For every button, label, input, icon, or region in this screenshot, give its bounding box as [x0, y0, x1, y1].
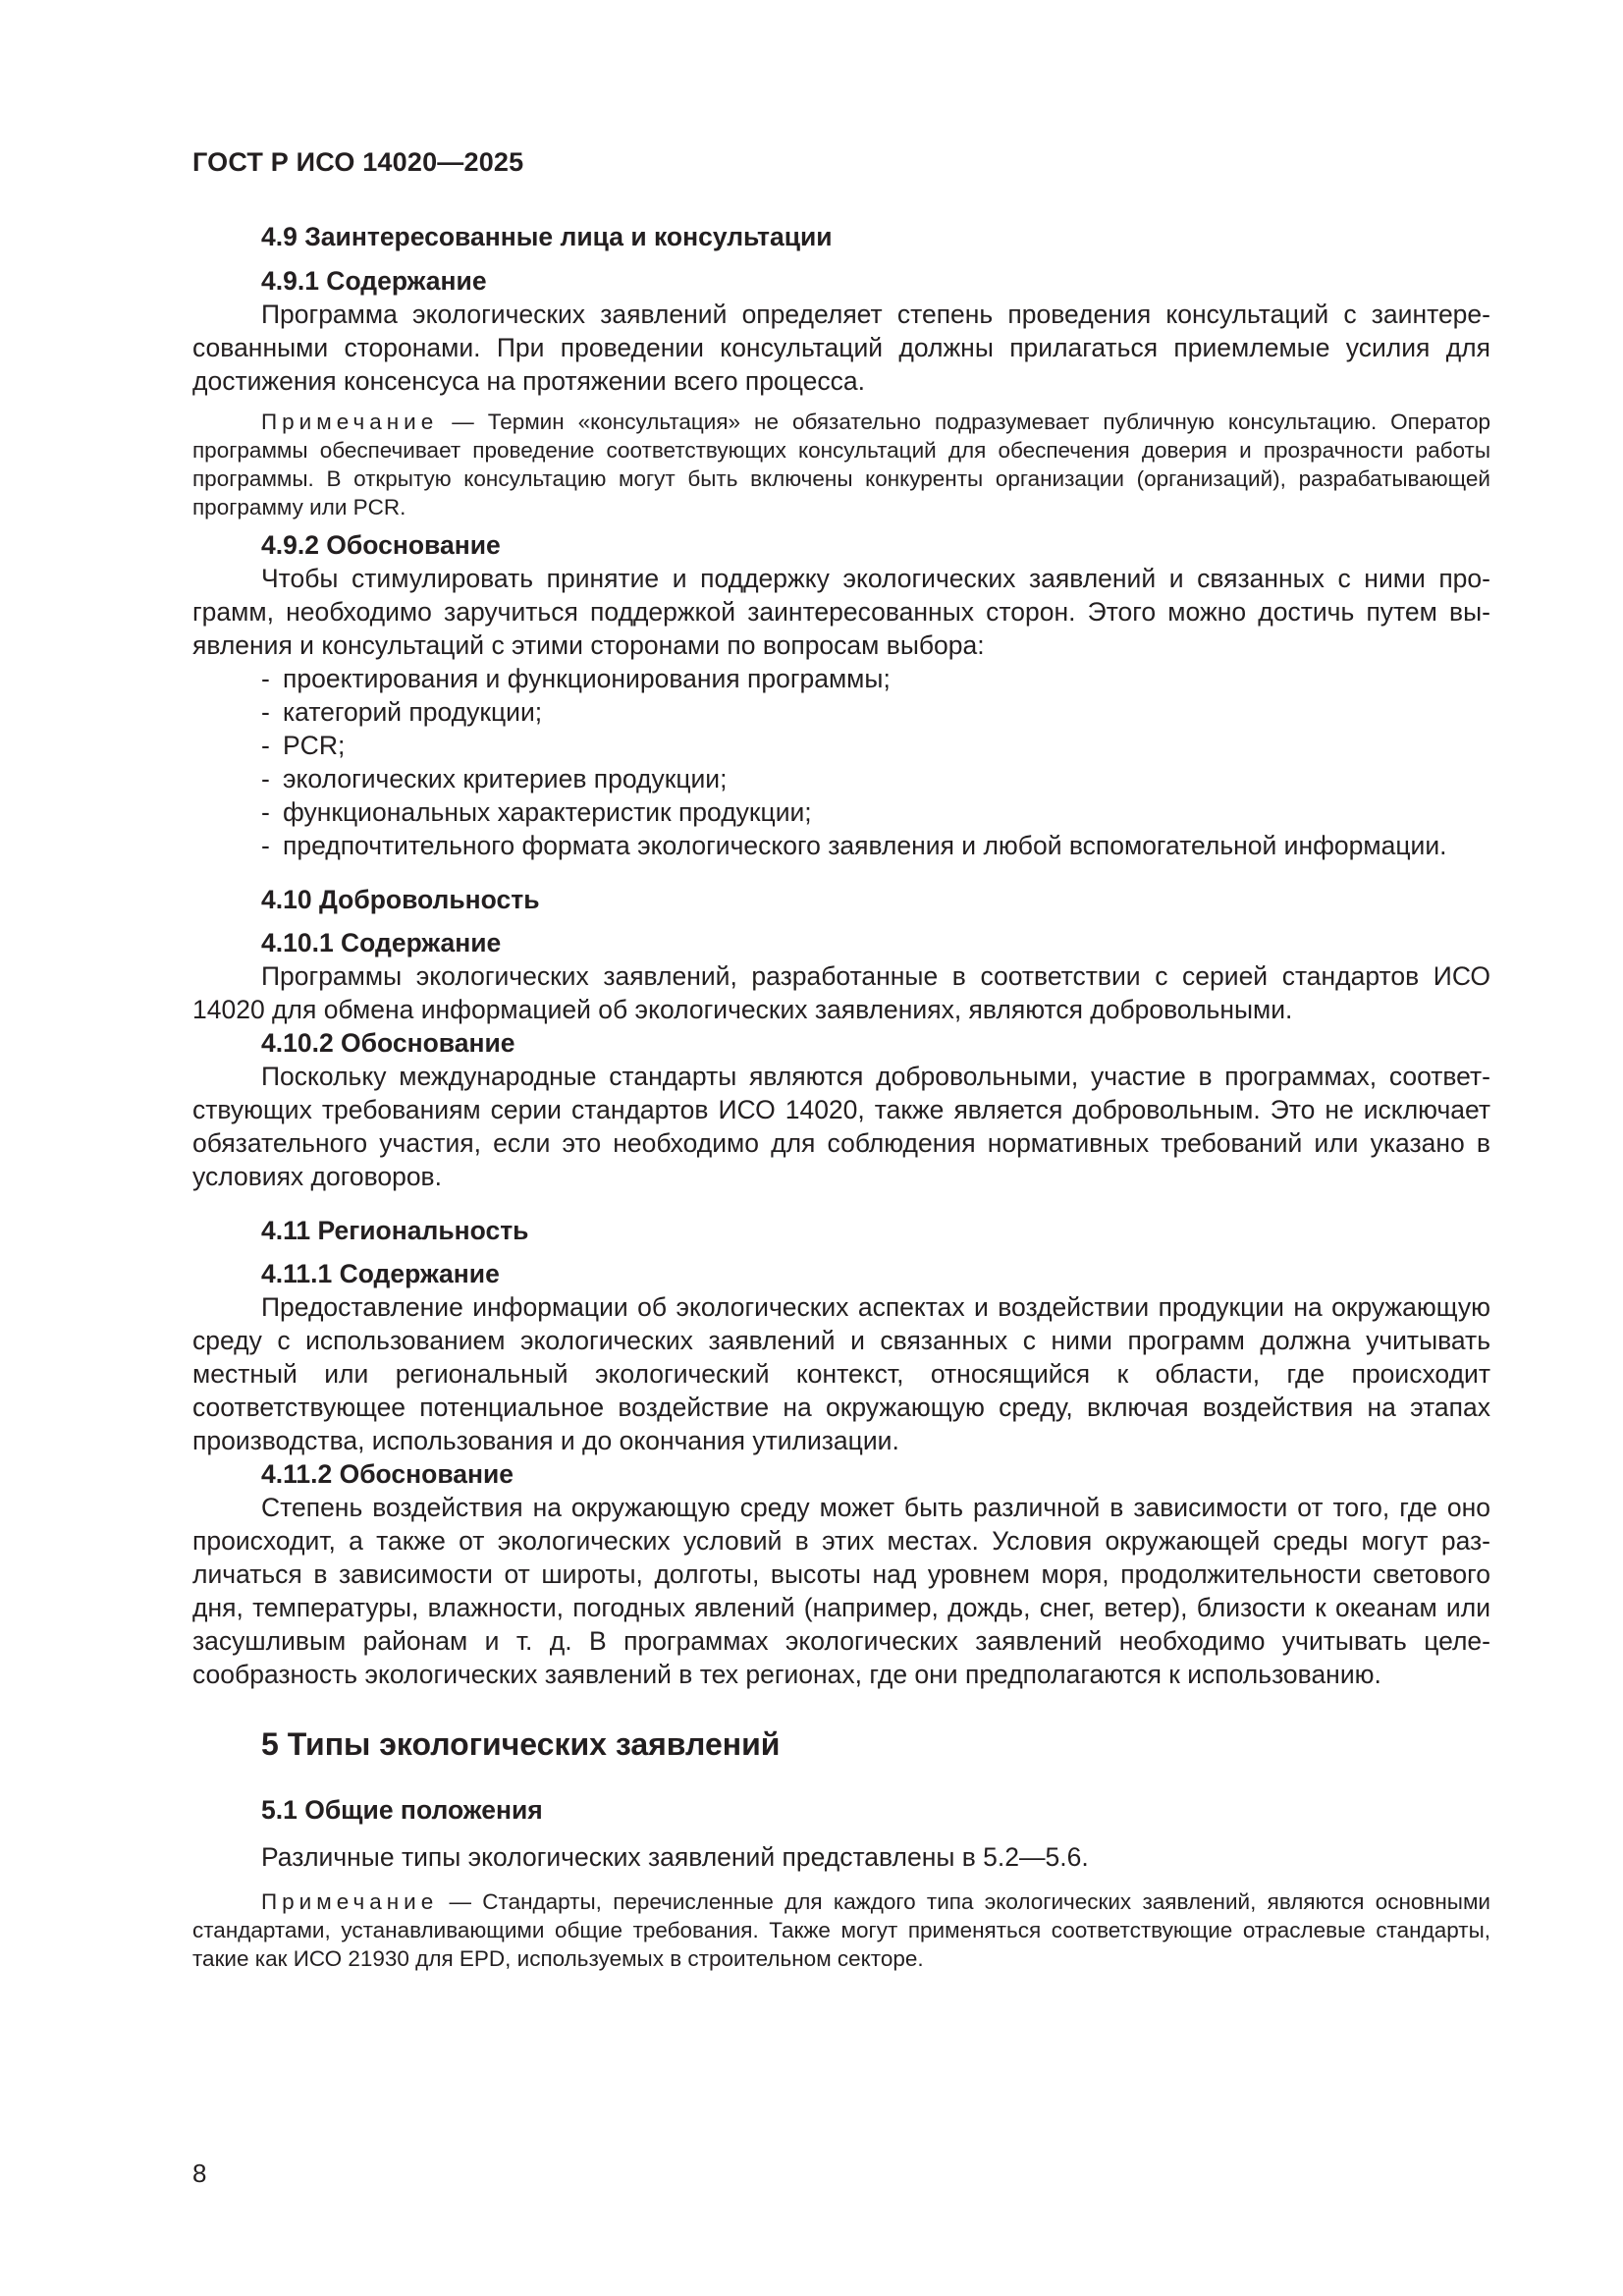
note-text: — Стандарты, перечисленные для каждого типа экологических заявлений, являются основными стандартами, устанавливающими общие требования. Также могут применяться соответствующие отраслевые стандарты, такие как ИСО 21930 для EPD, используемых в строительном секторе.	[192, 1889, 1490, 1971]
paragraph-4-11-2: Степень воздействия на окружающую среду может быть различной в зависимости от того, где оно происходит, а также от экологических условий в этих местах. Условия окружающей среды могут различаться в зависимости от широты, долготы, высоты над уровнем моря, продолжительности светового дня, температуры, влажности, погодных явлений (например, дождь, снег, ветер), близости к океанам или засушливым районам и т. д. В программах экологических заявлений необходимо учитывать целесообразность экологических заявлений в тех регионах, где они предполагаются к использованию.	[192, 1493, 1490, 1689]
section-heading-4-11: 4.11 Региональность	[261, 1216, 529, 1245]
list-item: - предпочтительного формата экологического заявления и любой вспомогательной информации.	[261, 831, 1447, 860]
list-marker: -	[261, 764, 270, 793]
paragraph-4-11-1: Предоставление информации об экологических аспектах и воздействии продукции на окружающую среду с использованием экологических заявлений и связанных с ними программ должна учитывать местный или региональный экологический контекст, относящийся к области, где происходит соответствующее потенциальное воздействие на окружающую среду, включая воздействия на этапах производства, использования и до окончания утилизации.	[192, 1292, 1490, 1455]
subsection-heading-5-1: 5.1 Общие положения	[261, 1795, 543, 1825]
paragraph-4-9-1: Программа экологических заявлений определяет степень проведения консультаций с заинтересованными сторонами. При проведении консультаций должны прилагаться приемлемые усилия для достижения консенсуса на протяжении всего процесса.	[192, 300, 1490, 396]
paragraph-4-9-2: Чтобы стимулировать принятие и поддержку экологических заявлений и связанных с ними программ, необходимо заручиться поддержкой заинтересованных сторон. Этого можно достичь путем выявления и консультаций с этими сторонами по вопросам выбора:	[192, 564, 1490, 660]
page-number: 8	[192, 2159, 207, 2188]
note-label: Примечание	[261, 1889, 439, 1914]
subsection-heading-4-10-1: 4.10.1 Содержание	[261, 928, 502, 957]
paragraph-4-10-1: Программы экологических заявлений, разработанные в соответствии с серией стандартов ИСО 14020 для обмена информацией об экологических заявлениях, являются добровольными.	[192, 961, 1490, 1024]
subsection-heading-4-10-2: 4.10.2 Обоснование	[261, 1028, 515, 1058]
subsection-heading-4-11-2: 4.11.2 Обоснование	[261, 1459, 514, 1489]
subsection-heading-4-9-2: 4.9.2 Обоснование	[261, 530, 501, 560]
list-marker: -	[261, 797, 270, 827]
note-label: Примечание	[261, 410, 439, 434]
note-5-1	[192, 1887, 1490, 1973]
paragraph-4-10-2: Поскольку международные стандарты являются добровольными, участие в программах, соответствующих требованиям серии стандартов ИСО 14020, также является добровольным. Это не исключает обязательного участия, если это необходимо для соблюдения нормативных требований или указано в условиях договоров.	[192, 1062, 1490, 1191]
list-item: - функциональных характеристик продукции;	[261, 797, 812, 827]
note-text: — Термин «консультация» не обязательно подразумевает публичную консультацию. Оператор программы обеспечивает проведение соответствующих консультаций для обеспечения доверия и прозрачности работы программы. В открытую консультацию могут быть включены конкуренты организации (организаций), разрабатывающей программу или PCR.	[192, 410, 1490, 519]
list-marker: -	[261, 697, 270, 727]
page-content	[192, 220, 1490, 1973]
selection-list	[192, 662, 1490, 862]
paragraph-5-1: Различные типы экологических заявлений представлены в 5.2—5.6.	[261, 1842, 1089, 1872]
list-item: - категорий продукции;	[261, 697, 543, 727]
list-marker: -	[261, 831, 270, 860]
note-4-9-1	[192, 408, 1490, 521]
list-marker: -	[261, 731, 270, 760]
document-header: ГОСТ Р ИСО 14020—2025	[192, 147, 524, 177]
section-heading-5: 5 Типы экологических заявлений	[261, 1726, 781, 1762]
section-heading-4-9: 4.9 Заинтересованные лица и консультации	[261, 222, 833, 251]
list-item: - экологических критериев продукции;	[261, 764, 728, 793]
list-item: - проектирования и функционирования программы;	[261, 664, 891, 693]
section-heading-4-10: 4.10 Добровольность	[261, 885, 540, 914]
list-item: - PCR;	[261, 731, 346, 760]
subsection-heading-4-11-1: 4.11.1 Содержание	[261, 1259, 500, 1288]
subsection-heading-4-9-1: 4.9.1 Содержание	[261, 266, 487, 296]
list-marker: -	[261, 664, 270, 693]
